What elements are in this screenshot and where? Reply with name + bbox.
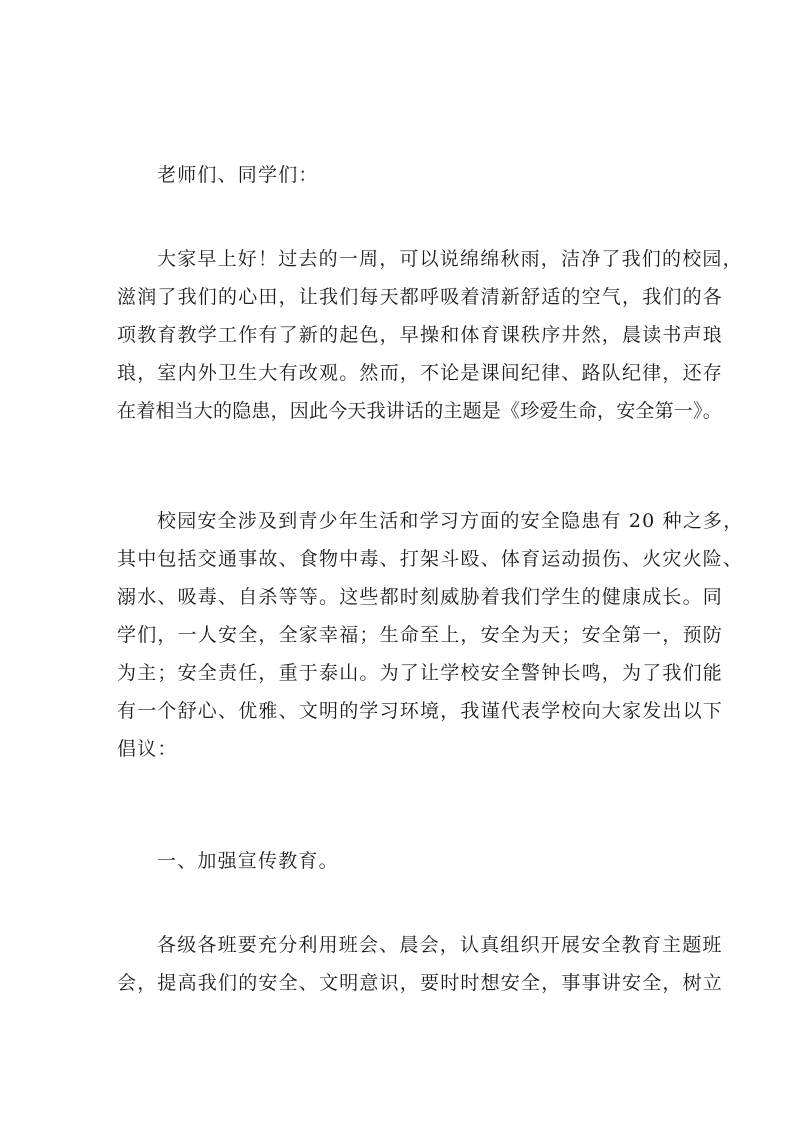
paragraph-line: 在着相当大的隐患，因此今天我讲话的主题是《珍爱生命，安全第一》。 xyxy=(117,400,722,422)
paragraph-line: 溺水、吸毒、自杀等等。这些都时刻威胁着我们学生的健康成长。同 xyxy=(117,586,724,608)
paragraph-line: 项教育教学工作有了新的起色，早操和体育课秩序井然，晨读书声琅 xyxy=(117,324,724,346)
heading-line: 一、加强宣传教育。 xyxy=(157,850,339,872)
paragraph-line: 校园安全涉及到青少年生活和学习方面的安全隐患有 20 种之多， xyxy=(157,510,744,532)
paragraph-line: 有一个舒心、优雅、文明的学习环境，我谨代表学校向大家发出以下 xyxy=(117,700,724,722)
paragraph-line: 为主；安全责任，重于泰山。为了让学校安全警钟长鸣，为了我们能 xyxy=(117,662,724,684)
paragraph-line: 会，提高我们的安全、文明意识，要时时想安全，事事讲安全，树立 xyxy=(117,972,724,994)
paragraph-line: 滋润了我们的心田，让我们每天都呼吸着清新舒适的空气，我们的各 xyxy=(117,286,724,308)
paragraph-line: 学们，一人安全，全家幸福；生命至上，安全为天；安全第一，预防 xyxy=(117,624,724,646)
paragraph-line: 琅，室内外卫生大有改观。然而，不论是课间纪律、路队纪律，还存 xyxy=(117,362,724,384)
paragraph-line: 其中包括交通事故、食物中毒、打架斗殴、体育运动损伤、火灾火险、 xyxy=(117,548,744,570)
paragraph-line: 倡议： xyxy=(117,738,178,760)
paragraph-line: 各级各班要充分利用班会、晨会，认真组织开展安全教育主题班 xyxy=(157,934,723,956)
paragraph-line: 大家早上好！过去的一周，可以说绵绵秋雨，洁净了我们的校园， xyxy=(157,248,743,270)
salutation: 老师们、同学们： xyxy=(157,164,319,186)
